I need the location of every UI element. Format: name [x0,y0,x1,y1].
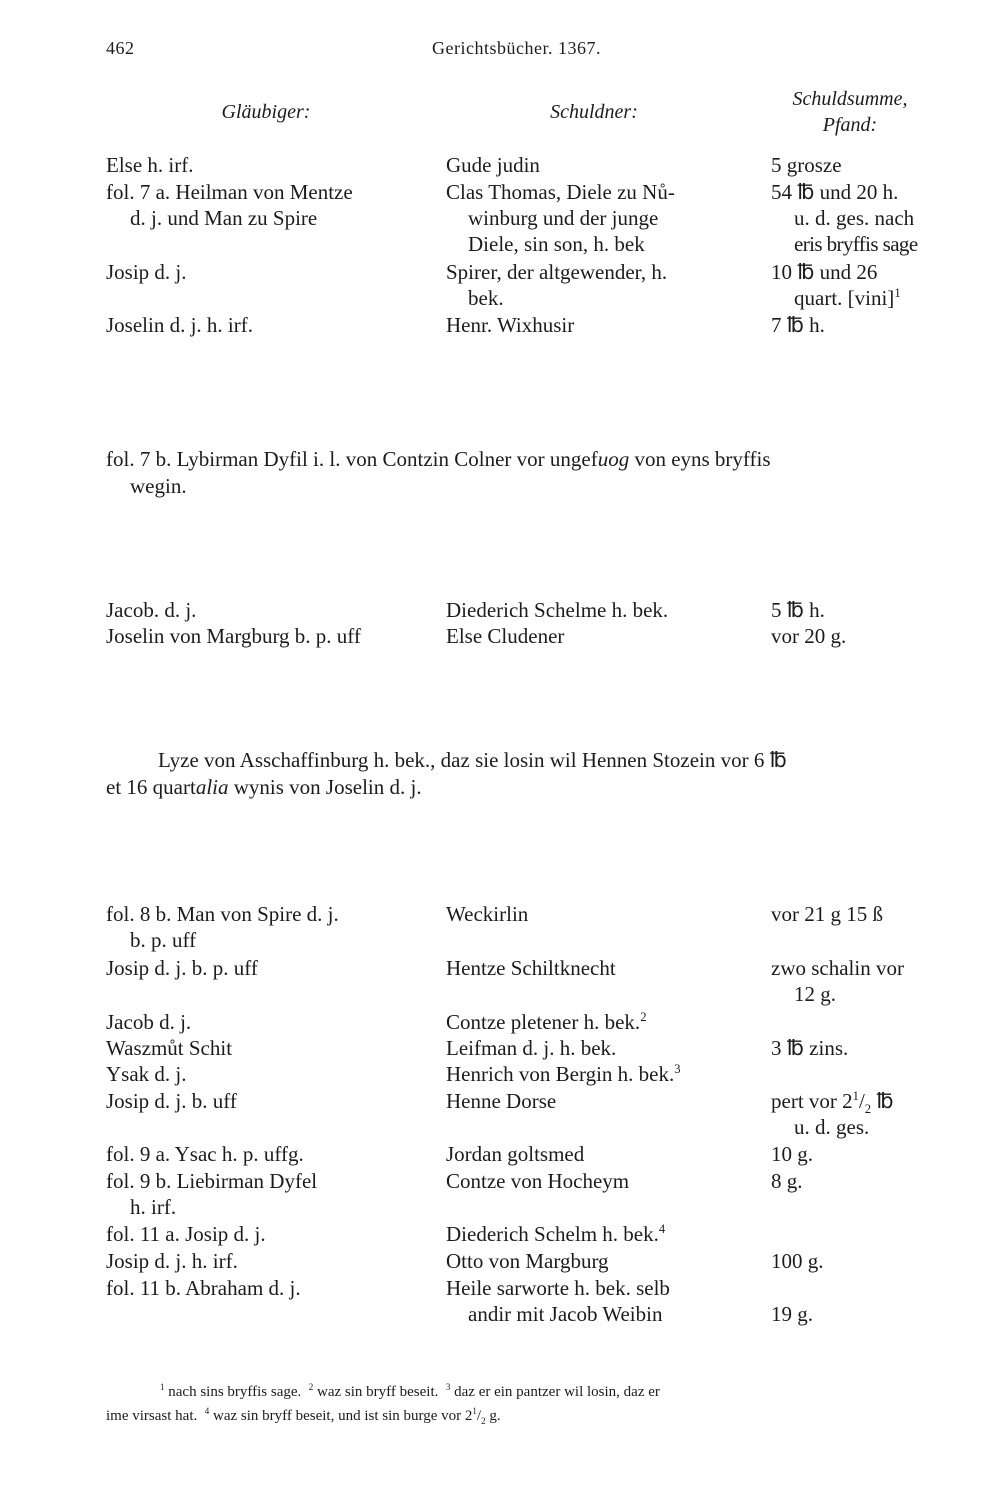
para2-text-end: wynis von Joselin d. j. [228,775,422,799]
t1-r3-creditor: Josip d. j. [106,260,187,284]
t1-r4-creditor: Joselin d. j. h. irf. [106,313,253,337]
t3-r10-creditor: Josip d. j. h. irf. [106,1249,238,1273]
footnote-3: daz er ein pantzer wil losin, daz er [450,1384,660,1400]
t3-r5-debtor-text: Henrich von Bergin h. bek. [446,1062,675,1086]
t3-r6-creditor: Josip d. j. b. uff [106,1089,237,1113]
t3-r8-creditor: fol. 9 b. Liebirman Dyfel [106,1169,318,1193]
t3-r1-creditor-cont: b. p. uff [130,928,197,952]
footnote-4-denominator: 2 [481,1416,486,1426]
t3-r9-creditor: fol. 11 a. Josip d. j. [106,1222,266,1246]
footnote-3-cont: ime virsast hat. [106,1408,198,1424]
t3-r7-sum: 10 g. [771,1142,813,1166]
t1-r2-creditor-cont: d. j. und Man zu Spire [130,206,318,230]
t3-r2-sum-cont: 12 g. [794,982,836,1006]
t1-r3-sum: 10 ℔ und 26 [771,260,878,284]
t1-r2-creditor: fol. 7 a. Heilman von Mentze [106,180,353,204]
footnote-4-end: g. [485,1408,501,1424]
t3-r8-debtor: Contze von Hocheym [446,1169,630,1193]
footnotes-line-2 [106,1405,501,1433]
t1-r2-debtor: Clas Thomas, Diele zu Nů- [446,180,675,204]
t1-r3-debtor: Spirer, der altgewender, h. [446,260,668,284]
t3-r11-debtor: Heile sarworte h. bek. selb [446,1276,670,1300]
t3-r9-debtor [446,1221,665,1247]
footnote-4: waz sin bryff beseit, und ist sin burge vor 2 [209,1408,473,1424]
footnote-mark-3: 3 [445,1382,451,1392]
t3-r1-sum: vor 21 g 15 ß [771,902,883,926]
t2-r2-creditor: Joselin von Margburg b. p. uff [106,624,361,648]
t3-r4-debtor: Leifman d. j. h. bek. [446,1036,617,1060]
para2-line1: Lyze von Asschaffinburg h. bek., daz sie losin wil Hennen Stozein vor 6 ℔ [158,748,787,772]
t3-r8-sum: 8 g. [771,1169,803,1193]
t1-r1-creditor: Else h. irf. [106,153,194,177]
t3-r6-sum-unit: ℔ [871,1089,894,1113]
fraction-slash: / [858,1089,865,1113]
t3-r8-creditor-cont: h. irf. [130,1195,177,1219]
footnote-mark-4: 4 [204,1406,210,1416]
t3-r11-debtor-cont: andir mit Jacob Weibin [468,1302,663,1326]
footnote-2: waz sin bryff beseit. [313,1384,439,1400]
column-head-sum: Schuldsumme, [792,88,908,110]
footnote-ref-4: 4 [658,1222,666,1236]
t1-r3-sum-cont [794,285,901,311]
t3-r6-sum-cont: u. d. ges. [794,1115,870,1139]
para1-text: fol. 7 b. Lybirman Dyfil i. l. von Contzin Colner vor ungef [106,447,598,471]
footnote-ref-1: 1 [894,286,901,300]
footnote-ref-3: 3 [674,1062,681,1076]
para1-line2: wegin. [130,474,187,498]
t3-r5-debtor [446,1061,681,1087]
t3-r11-sum: 19 g. [771,1302,813,1326]
t1-r2-sum: 54 ℔ und 20 h. [771,180,899,204]
t3-r6-debtor: Henne Dorse [446,1089,557,1113]
t3-r10-debtor: Otto von Margburg [446,1249,609,1273]
t1-r4-sum: 7 ℔ h. [771,313,825,337]
footnote-ref-2: 2 [640,1010,647,1024]
t1-r2-debtor-cont2: Diele, sin son, h. bek [468,232,645,256]
t1-r2-sum-cont2: eris bryffis sage [794,232,918,256]
t3-r3-debtor-text: Contze pletener h. bek. [446,1010,641,1034]
column-head-debtor: Schuldner: [550,101,638,123]
t3-r11-creditor: fol. 11 b. Abraham d. j. [106,1276,301,1300]
column-head-pledge: Pfand: [822,114,878,136]
entry-paragraph-1 [106,446,956,500]
t2-r1-debtor: Diederich Schelme h. bek. [446,598,669,622]
para1-text-end: von eyns bryffis [629,447,771,471]
t1-r2-sum-cont: u. d. ges. nach [794,206,915,230]
t1-r2-debtor-cont: winburg und der junge [468,206,659,230]
t1-r4-debtor: Henr. Wixhusir [446,313,575,337]
entry-paragraph-2 [106,747,956,801]
t3-r7-debtor: Jordan goltsmed [446,1142,585,1166]
t3-r6-sum-text: pert vor 2 [771,1089,853,1113]
t3-r3-creditor: Jacob d. j. [106,1010,192,1034]
t3-r4-sum: 3 ℔ zins. [771,1036,849,1060]
para1-italic: uog [597,447,630,471]
t2-r1-creditor: Jacob. d. j. [106,598,197,622]
para2-text: et 16 quart [106,775,196,799]
footnotes-line-1 [160,1381,660,1404]
t2-r1-sum: 5 ℔ h. [771,598,825,622]
t3-r2-sum: zwo schalin vor [771,956,904,980]
footnote-1: nach sins bryffis sage. [164,1384,302,1400]
t3-r1-creditor: fol. 8 b. Man von Spire d. j. [106,902,339,926]
footnote-4-numerator: 1 [472,1406,477,1416]
t3-r10-sum: 100 g. [771,1249,824,1273]
t2-r2-debtor: Else Cludener [446,624,565,648]
t3-r9-debtor-text: Diederich Schelm h. bek. [446,1222,659,1246]
footnote-mark-1: 1 [160,1382,165,1392]
t3-r3-debtor [446,1009,646,1035]
t3-r4-creditor: Waszmůt Schit [106,1036,233,1060]
t3-r5-creditor: Ysak d. j. [106,1062,187,1086]
t1-r1-debtor: Gude judin [446,153,540,177]
column-head-creditor: Gläubiger: [221,101,311,123]
footnote-4-slash: / [476,1408,482,1424]
fraction-denominator: 2 [864,1102,872,1117]
footnote-mark-2: 2 [308,1382,314,1392]
fraction-numerator: 1 [852,1089,859,1103]
running-title: Gerichtsbücher. 1367. [432,38,601,58]
t1-r1-sum: 5 grosze [771,153,842,177]
t2-r2-sum: vor 20 g. [771,624,847,648]
t1-r3-sum-text: quart. [vini] [794,286,895,310]
page-number: 462 [106,38,135,58]
t3-r2-debtor: Hentze Schiltknecht [446,956,616,980]
t1-r3-debtor-cont: bek. [468,286,504,310]
para2-italic: alia [195,775,229,799]
t3-r7-creditor: fol. 9 a. Ysac h. p. uffg. [106,1142,304,1166]
t3-r1-debtor: Weckirlin [446,902,529,926]
t3-r2-creditor: Josip d. j. b. p. uff [106,956,258,980]
